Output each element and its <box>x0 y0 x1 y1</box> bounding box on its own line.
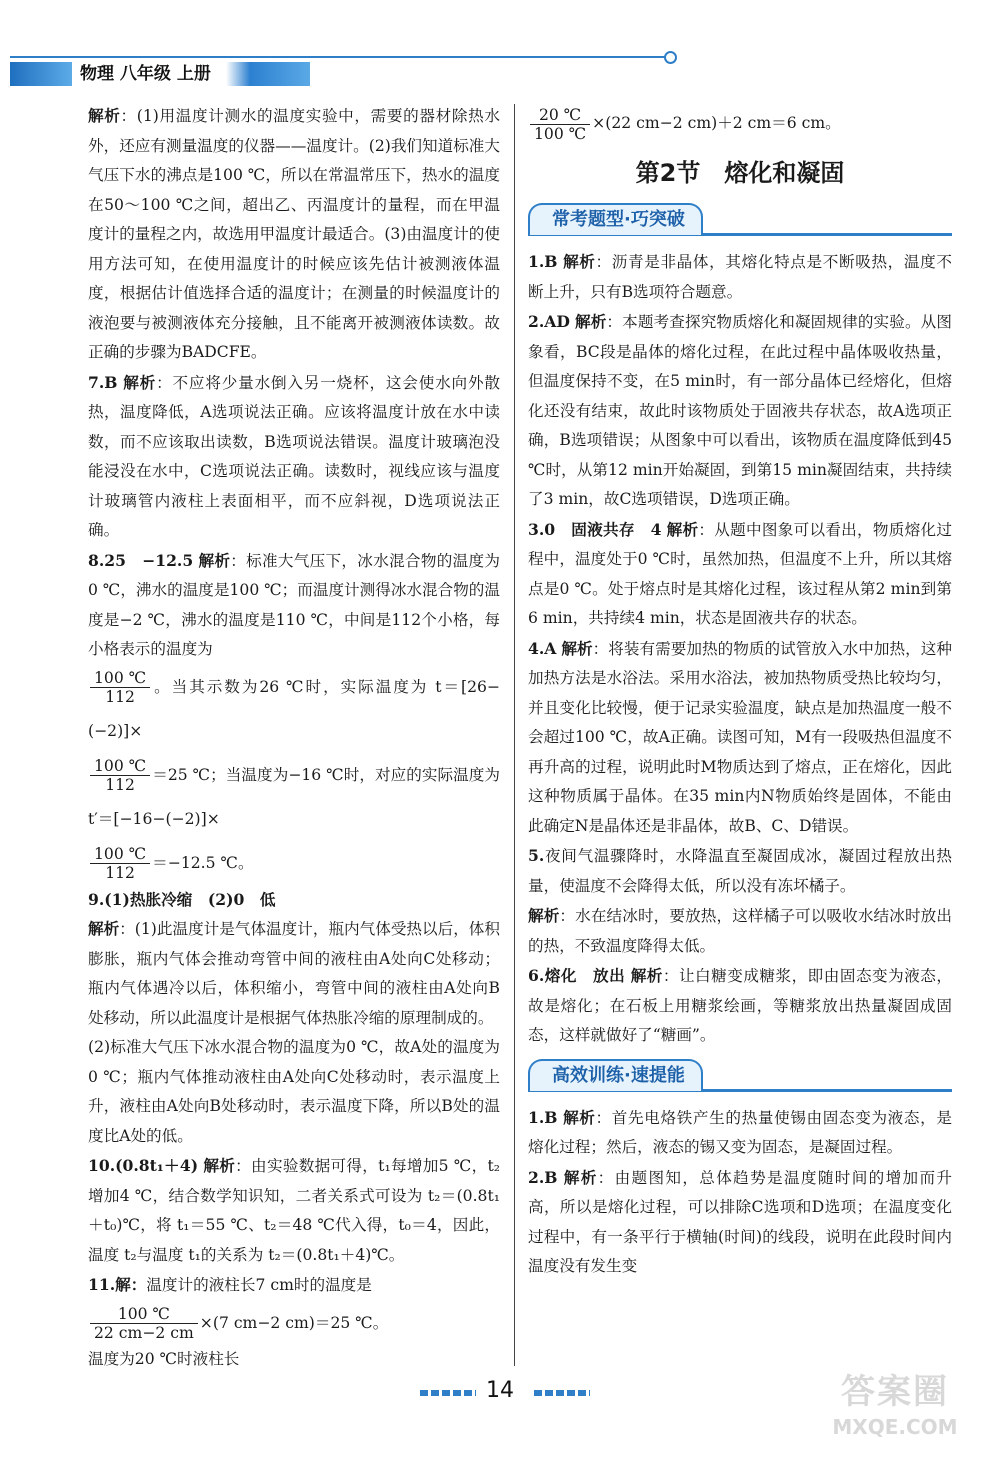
intro-text: ：(1)用温度计测水的温度实验中，需要的器材除热水外，还应有测量温度的仪器——温度计。(2)我们知道标准大气压下水的沸点是100 ℃，所以在常温常压下，热水的温度在50～100 ℃之间，超出乙、丙温度计的量程，而在甲温度计的量程之内，故选用甲温度计最适合。(3)由温度计的使用方法可知，在使用温度计的时候应该先估计被测液体温度，根据估计值选择合适的温度计；在测量的时候温度计的液泡要与被测液体充分接触，且不能离开被测液体读数。故正确的步骤为BADCFE。 <box>88 107 500 361</box>
q7-jiexi-label: 解析 <box>123 372 157 392</box>
banner-label: 常考题型·巧突破 <box>528 203 703 235</box>
r3-text: ：从题中图象可以看出，物质熔化过程中，温度处于0 ℃时，虽然加热，但温度不上升，所以其熔点是0 ℃。处于熔点时是其熔化过程，该过程从第2 min到第6 min，共持续4 min，状态是固液共存的状态。 <box>528 520 952 627</box>
r1 <box>528 247 952 307</box>
q9-body-1 <box>88 914 500 1033</box>
jiexi-label: 解析 <box>88 106 121 125</box>
q8-formula-3 <box>88 841 500 885</box>
q9-body-2: (2)标准大气压下冰水混合物的温度为0 ℃，故A处的温度为0 ℃；瓶内气体推动液柱由A处向C处移动时，表示温度上升，液柱由A处向B处移动时，表示温度下降，所以B处的温度比A处的低。 <box>88 1038 500 1145</box>
r3 <box>528 515 952 634</box>
q11-tail: 温度为20 ℃时液柱长 <box>88 1349 240 1368</box>
q8-text-a: ：标准大气压下，冰水混合物的温度为0 ℃，沸水的温度是100 ℃；而温度计测得冰水混合物的温度是−2 ℃，沸水的温度是110 ℃，中间是112个小格，每小格表示的温度为 <box>88 551 500 658</box>
q11-text: 温度计的液柱长7 cm时的温度是 <box>146 1276 372 1294</box>
watermark-logo: 答案圈 <box>841 1372 949 1412</box>
r4 <box>528 634 952 842</box>
header-line <box>10 56 670 58</box>
s2-jiexi-label: 解析 <box>563 1167 598 1187</box>
r3-jiexi-label: 解析 <box>666 519 699 539</box>
s1-jiexi-label: 解析 <box>563 1107 596 1127</box>
r1-jiexi-label: 解析 <box>563 252 596 271</box>
s1-text: ：首先电烙铁产生的热量使锡由固态变为液态，是熔化过程；然后，液态的锡又变为固态，是凝固过程。 <box>528 1108 952 1156</box>
r2-answer: 2.AD <box>528 312 570 331</box>
banner-frequent-questions <box>528 203 952 237</box>
s1 <box>528 1103 952 1163</box>
q7-answer: 7.B <box>88 372 118 392</box>
intro-paragraph <box>88 101 500 368</box>
r4-jiexi-label: 解析 <box>561 638 593 658</box>
r2-text: ：本题考查探究物质熔化和凝固规律的实验。从图象看，BC段是晶体的熔化过程，在此过程中晶体吸收热量，但温度保持不变，在5 min时，有一部分晶体已经熔化，但熔化还没有结束，故此时该物质处于固液共存状态，故A选项正确，B选项错误；从图象中可以看出，该物质在温度降低到45 ℃时，从第12 min开始凝固，到第15 min凝固结束，共持续了3 min，故C选项错误，D选项正确。 <box>528 313 952 508</box>
r4-answer: 4.A <box>528 638 557 658</box>
right-column <box>528 101 952 1282</box>
top-formula <box>528 101 952 145</box>
r5-jiexi-label: 解析 <box>528 906 560 925</box>
q8-jiexi-label: 解析 <box>198 550 231 570</box>
q7 <box>88 368 500 546</box>
q9-head: 9.(1)热胀冷缩 (2)0 低 <box>88 889 276 909</box>
fraction: $\frac{100 ℃}{112}$ <box>90 669 150 706</box>
r6-answer: 6.熔化 放出 <box>528 966 626 985</box>
q8-formula-1 <box>88 665 500 753</box>
header-title: 物理 八年级 上册 <box>72 62 219 86</box>
q11 <box>88 1270 500 1301</box>
q8-formula-2 <box>88 753 500 841</box>
s2-text: ：由题图知，总体趋势是温度随时间的增加而升高，所以是熔化过程，可以排除C选项和D选项；在温度变化过程中，有一条平行于横轴(时间)的线段，说明在此段时间内温度没有发生变 <box>528 1168 952 1275</box>
left-column <box>88 101 500 1374</box>
q10-jiexi-label: 解析 <box>203 1156 236 1175</box>
r6-text: ：让白糖变成糖浆，即由固态变为液态，故是熔化；在石板上用糖浆绘画，等糖浆放出热量凝固成固态，这样就做好了“糖画”。 <box>528 967 952 1044</box>
r4-text: ：将装有需要加热的物质的试管放入水中加热，这种加热方法是水浴法。采用水浴法，被加热物质受热比较均匀，并且变化比较慢，便于记录实验温度，缺点是加热温度一般不会超过100 ℃，故A正确。读图可知，M有一段吸热但温度不再升高的过程，说明此时M物质达到了熔点，正在熔化，因此这种物质属于晶体。在35 min内N物质始终是固体，不能由此确定N是晶体还是非晶体，故B、C、D错误。 <box>528 639 952 835</box>
q11-eq: ×(7 cm−2 cm)＝25 ℃。 <box>199 1313 389 1332</box>
column-divider <box>514 104 515 1366</box>
page-deco-left <box>420 1390 476 1396</box>
q8-text-d: ＝−12.5 ℃。 <box>152 853 254 872</box>
q8-text-b: 。当其示数为26 ℃时，实际温度为 t＝[26−(−2)]× <box>88 677 500 740</box>
banner-efficient-training <box>528 1059 952 1093</box>
top-eq: ×(22 cm−2 cm)＋2 cm＝6 cm。 <box>592 114 841 132</box>
r6 <box>528 961 952 1051</box>
header-dot <box>664 51 677 64</box>
q10-answer: 10.(0.8t₁＋4) <box>88 1156 199 1175</box>
r2 <box>528 307 952 515</box>
fraction: $\frac{100 ℃}{112}$ <box>90 757 150 794</box>
q11-head: 11.解： <box>88 1275 147 1294</box>
q8-text-c: ＝25 ℃；当温度为−16 ℃时，对应的实际温度为 t′＝[−16−(−2)]× <box>88 765 500 828</box>
q8 <box>88 546 500 665</box>
q11-formula <box>88 1301 500 1345</box>
r2-jiexi-label: 解析 <box>574 312 607 331</box>
watermark-url: MXQE.COM <box>832 1415 958 1439</box>
r5-head: 夜间气温骤降时，水降温直至凝固成冰，凝固过程放出热量，使温度不会降得太低，所以没有冻坏橘子。 <box>528 847 952 895</box>
section-title: 第2节 熔化和凝固 <box>635 159 845 187</box>
page-deco-right <box>534 1390 590 1396</box>
q10-text: ：由实验数据可得，t₁每增加5 ℃，t₂增加4 ℃，结合数学知识知，二者关系式可设为 t₂＝(0.8t₁＋t₀)℃，将 t₁＝55 ℃、t₂＝48 ℃代入得，t₀＝4，因此，温度 t₂与温度 t₁的关系为 t₂＝(0.8t₁＋4)℃。 <box>88 1157 500 1264</box>
s2-answer: 2.B <box>528 1167 558 1187</box>
r6-jiexi-label: 解析 <box>630 966 663 985</box>
r1-answer: 1.B <box>528 252 558 271</box>
q10 <box>88 1151 500 1270</box>
fraction: $\frac{100 ℃}{112}$ <box>90 845 150 882</box>
banner-label: 高效训练·速提能 <box>528 1059 703 1091</box>
s1-answer: 1.B <box>528 1107 558 1127</box>
fraction: $\frac{100 ℃}{22 cm-2 cm}$ <box>90 1305 198 1342</box>
r3-answer: 3.0 固液共存 4 <box>528 519 662 539</box>
q9-text-1: ：(1)此温度计是气体温度计，瓶内气体受热以后，体积膨胀，瓶内气体会推动弯管中间的液柱由A处向C处移动；瓶内气体遇冷以后，体积缩小，弯管中间的液柱由A处向B处移动，所以此温度计是根据气体热胀冷缩的原理制成的。 <box>88 920 500 1027</box>
page-number: 14 <box>486 1378 514 1403</box>
watermark <box>800 1370 990 1450</box>
q9-jiexi-label: 解析 <box>88 919 120 938</box>
r5-text: ：水在结冰时，要放热，这样橘子可以吸收水结冰时放出的热，不致温度降得太低。 <box>528 907 952 955</box>
q8-answer: 8.25 −12.5 <box>88 550 194 570</box>
r5-body <box>528 901 952 961</box>
r5-answer: 5. <box>528 846 545 865</box>
r1-text: ：沥青是非晶体，其熔化特点是不断吸热，温度不断上升，只有B选项符合题意。 <box>528 253 952 301</box>
r5 <box>528 841 952 901</box>
s2 <box>528 1163 952 1282</box>
fraction: $\frac{20 ℃}{100 ℃}$ <box>530 106 590 143</box>
q7-text: ：不应将少量水倒入另一烧杯，这会使水向外散热，温度降低，A选项说法正确。应该将温度计放在水中读数，而不应该取出读数，B选项说法错误。温度计玻璃泡没能浸没在水中，C选项说法正确。读数时，视线应该与温度计玻璃管内液柱上表面相平，而不应斜视，D选项说法正确。 <box>88 373 500 539</box>
